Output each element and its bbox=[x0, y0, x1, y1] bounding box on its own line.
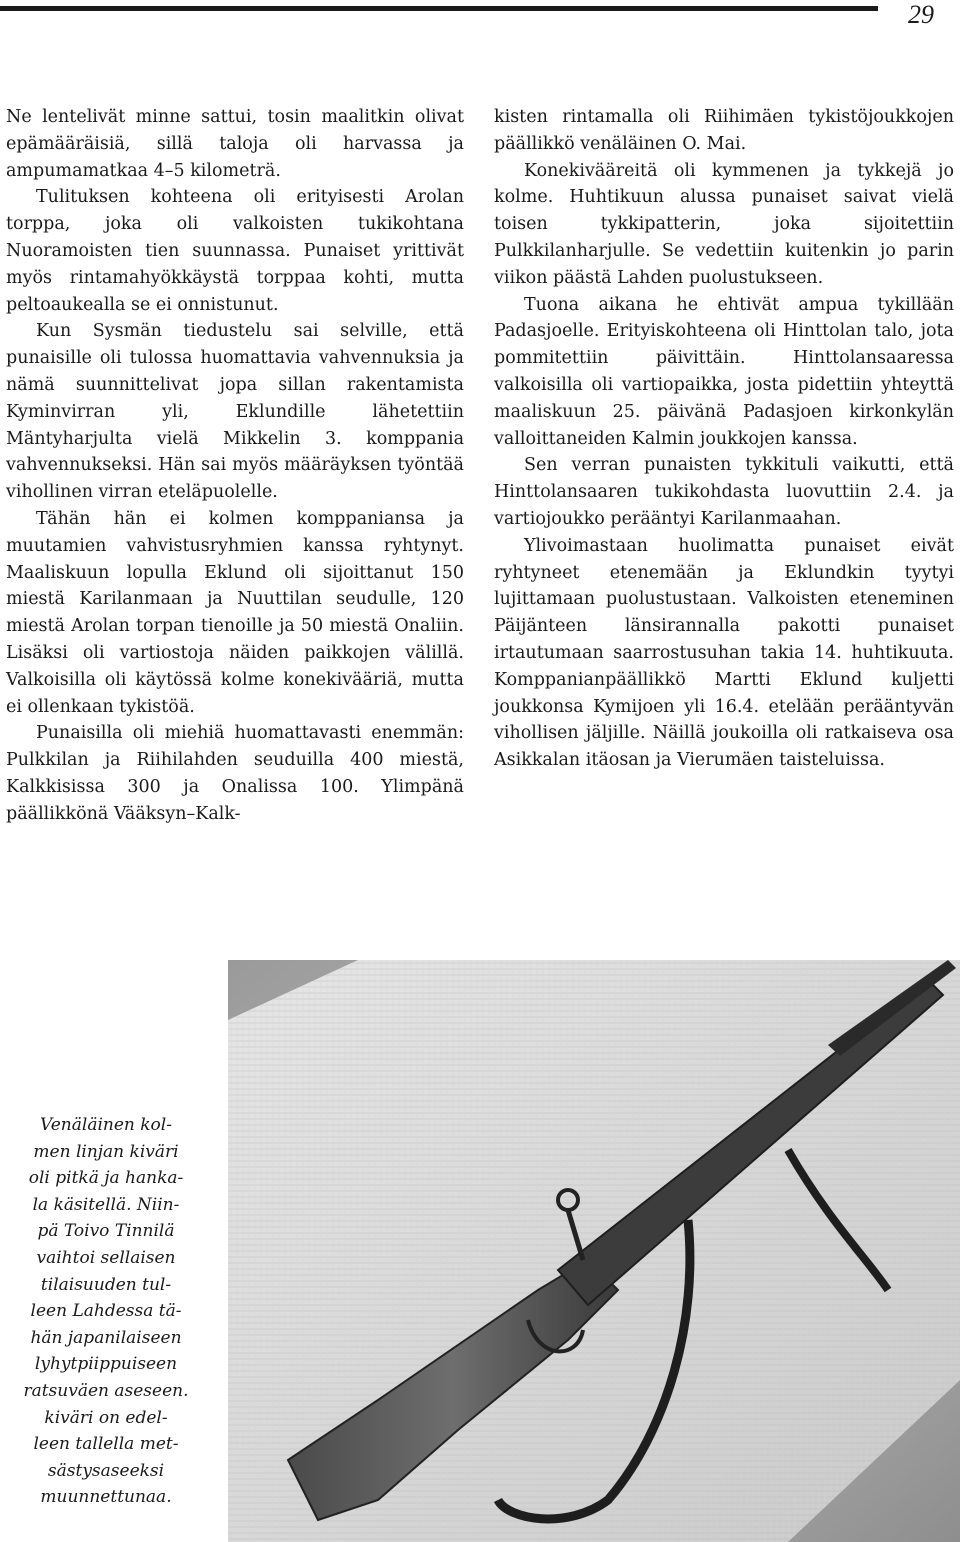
caption-line: lyhytpiippuiseen bbox=[34, 1354, 178, 1375]
photo-caption bbox=[6, 1112, 206, 1511]
caption-line: ratsuväen aseseen. bbox=[23, 1380, 189, 1401]
paragraph: Tähän hän ei kolmen komppaniansa ja muutamien vahvistusryhmien kanssa ryhtynyt. Maaliskuun lopulla Eklund oli sijoittanut 150 miestä Karilanmaan ja Nuuttilan seudulle, 120 miestä Arolan torpan tienoille ja 50 miestä Onaliin. Lisäksi oli vartiostoja näiden paikkojen välillä. Valkoisilla oli käytössä kolme konekivääriä, mutta ei ollenkaan tykistöä. bbox=[6, 508, 464, 717]
paragraph: Punaisilla oli miehiä huomattavasti enemmän: Pulkkilan ja Riihilahden seuduilla 400 miestä, Kalkkisissa 300 ja Onalissa 100. Ylimpänä päällikkönä Vääksyn–Kalk- bbox=[6, 723, 464, 824]
paragraph: Ylivoimastaan huolimatta punaiset eivät ryhtyneet etenemään ja Eklundkin tyytyi lujittamaan puolustustaan. Valkoisten eteneminen Päijänteen länsirannalla pakotti punaiset irtautumaan saarrostusuhan takia 14. huhtikuuta. Komppanianpäällikkö Martti Eklund kuljetti joukkonsa Kymijoen yli 16.4. etelään perääntyvän vihollisen jäljille. Näillä joukoilla oli ratkaiseva osa Asikkalan itäosan ja Vierumäen taisteluissa. bbox=[494, 535, 954, 771]
right-text-column bbox=[494, 104, 954, 774]
caption-line: men linjan kiväri bbox=[33, 1141, 179, 1162]
caption-line: sästysaseeksi bbox=[47, 1460, 165, 1481]
paragraph: kisten rintamalla oli Riihimäen tykistöjoukkojen päällikkö venäläinen O. Mai. bbox=[494, 107, 954, 154]
paragraph: Tulituksen kohteena oli erityisesti Arolan torppa, joka oli valkoisten tukikohtana Nuoramoisten tien suunnassa. Punaiset yrittivät myös rintamahyökkäystä torppaa kohti, mutta peltoaukealla se ei onnistunut. bbox=[6, 187, 464, 315]
caption-line: hän japanilaiseen bbox=[30, 1327, 182, 1348]
paragraph: Ne lentelivät minne sattui, tosin maalitkin olivat epämääräisiä, sillä taloja oli harvassa ja ampumamatkaa 4–5 kilometrä. bbox=[6, 107, 464, 181]
caption-line: muunnettunaa. bbox=[40, 1487, 172, 1508]
paragraph: Konekivääreitä oli kymmenen ja tykkejä jo kolme. Huhtikuun alussa punaiset saivat vielä toisen tykkipatterin, joka sijoitettiin Pulkkilanharjulle. Se vedettiin kuitenkin jo parin viikon päästä Lahden puolustukseen. bbox=[494, 160, 954, 288]
caption-line: pä Toivo Tinnilä bbox=[37, 1221, 175, 1242]
caption-line: tilaisuuden tul- bbox=[40, 1274, 172, 1295]
caption-line: leen tallella met- bbox=[33, 1434, 179, 1455]
paragraph: Kun Sysmän tiedustelu sai selville, että punaisille oli tulossa huomattavia vahvennuksia ja nämä suunnittelivat jopa sillan rakentamista Kyminvirran yli, Eklundille lähetettiin Mäntyharjulta vielä Mikkelin 3. komppania vahvennukseksi. Hän sai myös määräyksen työntää vihollinen virran eteläpuolelle. bbox=[6, 321, 464, 503]
caption-line: Venäläinen kol- bbox=[40, 1115, 172, 1135]
paragraph: Sen verran punaisten tykkituli vaikutti, että Hinttolansaaren tukikohdasta luovuttiin 2.4. ja vartiojoukko perääntyi Karilanmaahan. bbox=[494, 455, 954, 529]
rifle-photo-illustration bbox=[228, 960, 960, 1542]
rifle-photo bbox=[228, 960, 960, 1542]
caption-line: leen Lahdessa tä- bbox=[30, 1301, 182, 1322]
page-number: 29 bbox=[908, 0, 934, 29]
left-text-column bbox=[6, 104, 464, 828]
caption-line: oli pitkä ja hanka- bbox=[28, 1168, 184, 1189]
caption-line: la käsitellä. Niin- bbox=[32, 1194, 180, 1215]
paragraph: Tuona aikana he ehtivät ampua tykillään Padasjoelle. Erityiskohteena oli Hinttolan talo, jota pommitettiin päivittäin. Hinttolansaaressa valkoisilla oli vartiopaikka, josta pidettiin yhteyttä maaliskuun 25. päivänä Padasjoen kirkonkylän valloittaneiden Kalmin joukkojen kanssa. bbox=[494, 294, 954, 449]
caption-line: kiväri on edel- bbox=[44, 1407, 168, 1428]
header-rule bbox=[0, 6, 878, 11]
caption-line: vaihtoi sellaisen bbox=[36, 1247, 176, 1268]
